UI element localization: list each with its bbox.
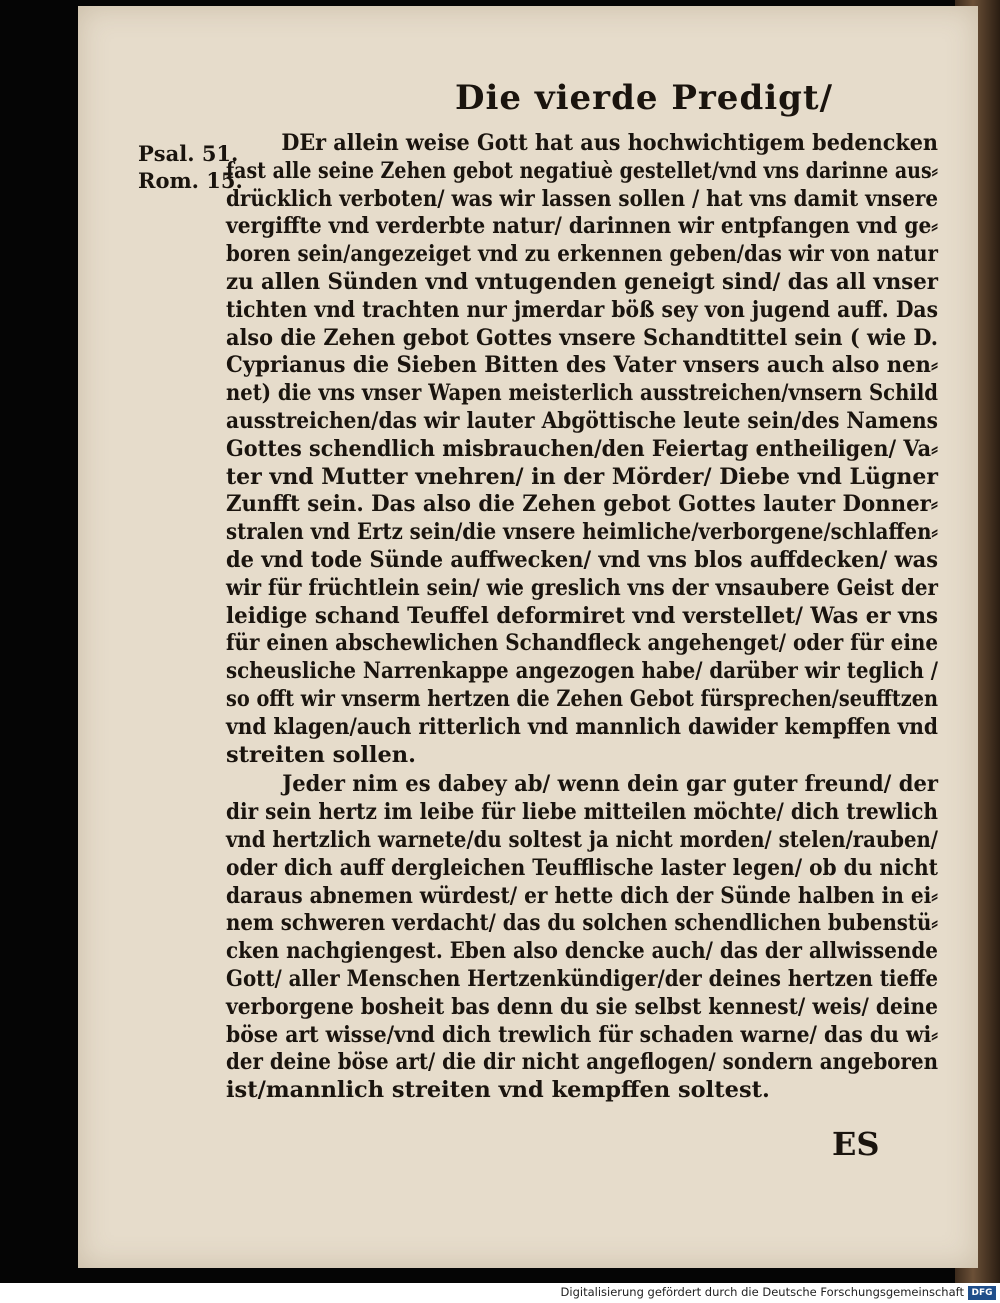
text-line: oder dich auff dergleichen Teufflische laster legen/ ob du nicht (226, 854, 938, 881)
text-line: DEr allein weise Gott hat aus hochwichtigem bedencken (281, 130, 938, 156)
paragraph-2 (226, 771, 938, 1105)
paragraph-1 (226, 130, 938, 769)
text-line: cken nachgiengest. Eben also dencke auch/ das der allwissende (226, 938, 938, 965)
text-line: Jeder nim es dabey ab/ wenn dein gar guter freund/ der (282, 771, 939, 798)
body-text (226, 130, 938, 1105)
text-line: also die Zehen gebot Gottes vnsere Schandtittel sein ( wie D. (226, 324, 938, 351)
text-line: tichten vnd trachten nur jmerdar böß sey von jugend auff. Das (226, 296, 938, 323)
text-line: Gottes schendlich misbrauchen/den Feiertag entheiligen/ Va⸗ (226, 435, 938, 462)
text-line: de vnd tode Sünde auffwecken/ vnd vns blos auffdecken/ was (226, 546, 938, 573)
text-line: boren sein/angezeiget vnd zu erkennen geben/das wir von natur (226, 241, 938, 268)
text-line: leidige schand Teuffel deformiret vnd verstellet/ Was er vns (226, 602, 938, 629)
text-line: net) die vns vnser Wapen meisterlich ausstreichen/vnsern Schild (226, 380, 938, 407)
text-line: böse art wisse/vnd dich trewlich für schaden warne/ das du wi⸗ (226, 1021, 938, 1048)
text-line: verborgene bosheit bas denn du sie selbst kennest/ weis/ deine (226, 993, 938, 1020)
text-line: streiten sollen. (226, 741, 416, 768)
text-line: zu allen Sünden vnd vntugenden geneigt sind/ das all vnser (226, 268, 938, 295)
text-line: vergiffte vnd verderbte natur/ darinnen wir entpfangen vnd ge⸗ (226, 213, 938, 240)
text-line: scheusliche Narrenkappe angezogen habe/ darüber wir teglich / (226, 658, 938, 685)
funding-notice: Digitalisierung gefördert durch die Deutsche Forschungsgemeinschaft (560, 1285, 964, 1299)
text-line: wir für früchtlein sein/ wie greslich vns der vnsaubere Geist der (226, 574, 938, 601)
text-line: daraus abnemen würdest/ er hette dich der Sünde halben in ei⸗ (226, 882, 938, 909)
text-line: Zunfft sein. Das also die Zehen gebot Gottes lauter Donner⸗ (226, 491, 938, 518)
text-line: nem schweren verdacht/ das du solchen schendlichen bubenstü⸗ (226, 910, 938, 937)
catchword: ES (832, 1125, 880, 1163)
dfg-logo: DFG (968, 1286, 996, 1300)
text-line: Cyprianus die Sieben Bitten des Vater vnsers auch also nen⸗ (226, 352, 938, 379)
text-line: ter vnd Mutter vnehren/ in der Mörder/ Diebe vnd Lügner (226, 463, 938, 490)
marginal-note: Psal. 51. (138, 141, 239, 166)
text-line: für einen abschewlichen Schandfleck angehenget/ oder für eine (226, 630, 938, 657)
text-line: ausstreichen/das wir lauter Abgöttische leute sein/des Namens (226, 407, 938, 434)
text-line: vnd klagen/auch ritterlich vnd mannlich dawider kempffen vnd (226, 713, 938, 740)
text-line: fast alle seine Zehen gebot negatiuè gestellet/vnd vns darinne aus⸗ (226, 157, 938, 184)
text-line: dir sein hertz im leibe für liebe mitteilen möchte/ dich trewlich (226, 799, 938, 826)
text-line: so offt wir vnserm hertzen die Zehen Gebot fürsprechen/seufftzen (226, 685, 938, 712)
footer-bar (0, 1283, 1000, 1303)
marginal-note: Rom. 15. (138, 168, 243, 193)
text-line: vnd hertzlich warnete/du soltest ja nicht morden/ stelen/rauben/ (226, 826, 938, 853)
text-line: der deine böse art/ die dir nicht angeflogen/ sondern angeboren (226, 1049, 938, 1076)
text-line: stralen vnd Ertz sein/die vnsere heimliche/verborgene/schlaffen⸗ (226, 519, 938, 546)
text-line: Gott/ aller Menschen Hertzenkündiger/der deines hertzen tieffe (226, 965, 938, 992)
text-line: drücklich verboten/ was wir lassen sollen / hat vns damit vnsere (226, 185, 938, 212)
text-line: ist/mannlich streiten vnd kempffen soltest. (226, 1077, 770, 1104)
running-head: Die vierde Predigt/ (455, 78, 834, 118)
